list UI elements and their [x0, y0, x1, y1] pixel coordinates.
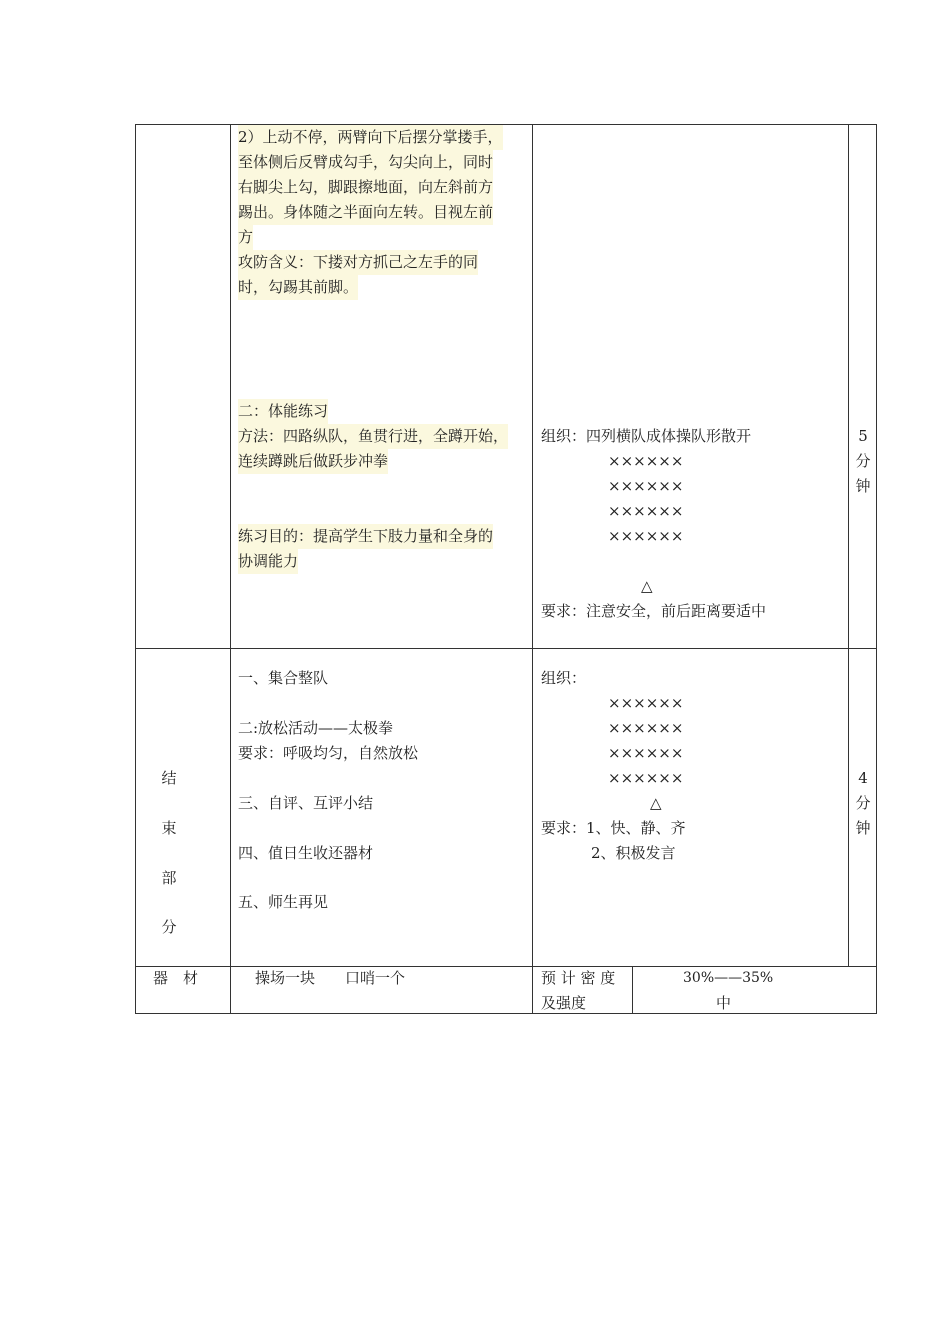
content-line-1: 2）上动不停，两臂向下后摆分掌搂手，: [238, 125, 503, 150]
teacher-triangle-icon: △: [641, 577, 653, 595]
formation-row-4: ××××××: [608, 527, 684, 545]
intensity-value: 中: [716, 994, 732, 1012]
density-label-line-1: 预 计 密 度: [541, 969, 616, 987]
method-line-2: 连续蹲跳后做跃步冲拳: [238, 449, 388, 474]
requirement-line-2: 2、积极发言: [591, 844, 676, 862]
col-divider-3: [848, 125, 849, 966]
formation2-row-3: ××××××: [608, 744, 684, 762]
formation-row-2: ××××××: [608, 477, 684, 495]
org-title-2: 组织：: [541, 669, 587, 687]
formation2-row-2: ××××××: [608, 719, 684, 737]
time-char-3: 钟: [855, 477, 871, 495]
label-char-1: 结: [161, 769, 177, 787]
formation-row-1: ××××××: [608, 452, 684, 470]
purpose-line-2: 协调能力: [238, 549, 298, 574]
col-divider-footer: [632, 966, 633, 1014]
item-5: 五、师生再见: [238, 893, 329, 911]
density-value: 30%——35%: [683, 970, 774, 986]
item-2-requirement: 要求：呼吸均匀，自然放松: [238, 744, 419, 762]
content-line-5: 方: [238, 225, 253, 250]
content-line-3: 右脚尖上勾，脚跟擦地面，向左斜前方: [238, 175, 493, 200]
item-4: 四、值日生收还器材: [238, 844, 374, 862]
formation2-row-1: ××××××: [608, 694, 684, 712]
teacher-triangle-icon-2: △: [650, 794, 662, 812]
density-label-line-2: 及强度: [541, 994, 587, 1012]
equipment-value: 操场一块 口哨一个: [255, 969, 406, 987]
item-2: 二:放松活动——太极拳: [238, 719, 394, 737]
item-3: 三、自评、互评小结: [238, 794, 374, 812]
label-char-2: 束: [161, 819, 177, 837]
requirement-line-1: 要求：1、快、静、齐: [541, 819, 686, 837]
method-line-1: 方法：四路纵队，鱼贯行进，全蹲开始，: [238, 424, 508, 449]
label-char-3: 部: [161, 869, 177, 887]
formation2-row-4: ××××××: [608, 769, 684, 787]
time2-char-3: 钟: [855, 819, 871, 837]
org-title: 组织：四列横队成体操队形散开: [541, 427, 752, 445]
row-divider-1: [136, 648, 877, 649]
label-char-4: 分: [161, 918, 177, 936]
content-line-6: 攻防含义：下搂对方抓己之左手的同: [238, 250, 478, 275]
formation-row-3: ××××××: [608, 502, 684, 520]
time-char-2: 分: [855, 452, 871, 470]
col-divider-1: [230, 125, 231, 1014]
time2-char-2: 分: [855, 794, 871, 812]
item-1: 一、集合整队: [238, 669, 329, 687]
col-divider-2: [532, 125, 533, 1014]
time-char-1: 5: [858, 427, 868, 445]
equipment-label: 器 材: [153, 969, 199, 987]
content-line-4: 踢出。身体随之半面向左转。目视左前: [238, 200, 493, 225]
content-line-7: 时，勾踢其前脚。: [238, 275, 358, 300]
content-line-2: 至体侧后反臂成勾手，勾尖向上，同时: [238, 150, 493, 175]
requirement-text: 要求：注意安全，前后距离要适中: [541, 602, 767, 620]
exercise-title: 二：体能练习: [238, 399, 328, 424]
time2-char-1: 4: [858, 769, 868, 787]
purpose-line-1: 练习目的：提高学生下肢力量和全身的: [238, 524, 493, 549]
